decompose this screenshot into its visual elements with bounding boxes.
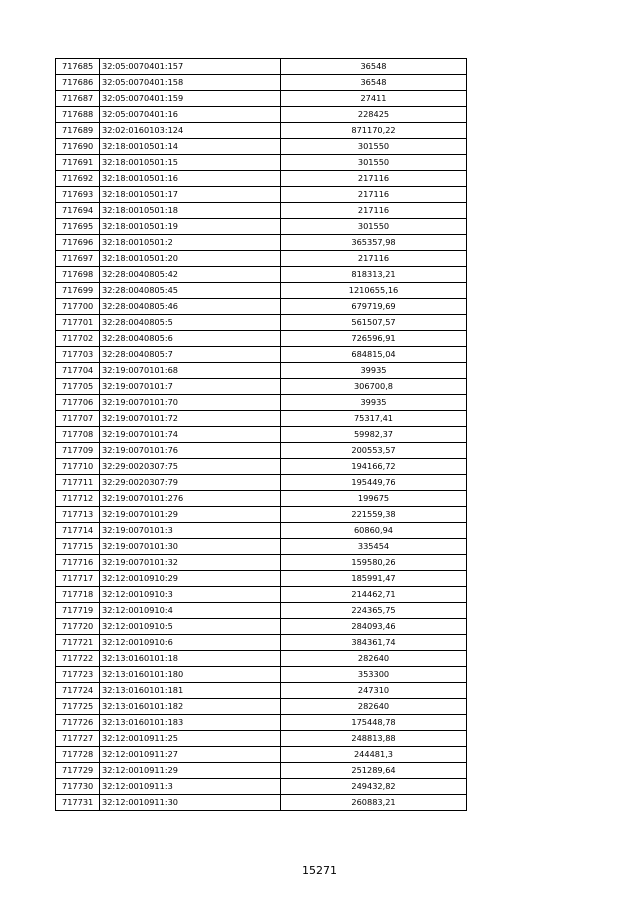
cadastral-number-cell: 32:19:0070101:32 — [100, 555, 281, 571]
value-cell: 335454 — [281, 539, 467, 555]
cadastral-number-cell: 32:28:0040805:6 — [100, 331, 281, 347]
cadastral-number-cell: 32:12:0010910:6 — [100, 635, 281, 651]
value-cell: 200553,57 — [281, 443, 467, 459]
table-row — [56, 731, 467, 747]
table-row — [56, 635, 467, 651]
records-table-body — [56, 59, 467, 811]
cadastral-number-cell: 32:18:0010501:16 — [100, 171, 281, 187]
record-id-cell: 717701 — [56, 315, 100, 331]
table-row — [56, 475, 467, 491]
cadastral-number-cell: 32:18:0010501:20 — [100, 251, 281, 267]
value-cell: 39935 — [281, 395, 467, 411]
value-cell: 217116 — [281, 203, 467, 219]
value-cell: 175448,78 — [281, 715, 467, 731]
record-id-cell: 717730 — [56, 779, 100, 795]
value-cell: 679719,69 — [281, 299, 467, 315]
table-row — [56, 411, 467, 427]
cadastral-number-cell: 32:05:0070401:16 — [100, 107, 281, 123]
value-cell: 214462,71 — [281, 587, 467, 603]
table-row — [56, 603, 467, 619]
table-row — [56, 619, 467, 635]
table-row — [56, 395, 467, 411]
value-cell: 284093,46 — [281, 619, 467, 635]
cadastral-number-cell: 32:19:0070101:68 — [100, 363, 281, 379]
value-cell: 199675 — [281, 491, 467, 507]
table-row — [56, 523, 467, 539]
value-cell: 27411 — [281, 91, 467, 107]
cadastral-number-cell: 32:13:0160101:180 — [100, 667, 281, 683]
table-row — [56, 59, 467, 75]
value-cell: 684815,04 — [281, 347, 467, 363]
value-cell: 221559,38 — [281, 507, 467, 523]
table-row — [56, 155, 467, 171]
record-id-cell: 717702 — [56, 331, 100, 347]
record-id-cell: 717695 — [56, 219, 100, 235]
table-row — [56, 747, 467, 763]
cadastral-number-cell: 32:13:0160101:181 — [100, 683, 281, 699]
table-row — [56, 795, 467, 811]
record-id-cell: 717726 — [56, 715, 100, 731]
cadastral-number-cell: 32:05:0070401:159 — [100, 91, 281, 107]
record-id-cell: 717714 — [56, 523, 100, 539]
table-row — [56, 651, 467, 667]
value-cell: 224365,75 — [281, 603, 467, 619]
table-row — [56, 459, 467, 475]
value-cell: 159580,26 — [281, 555, 467, 571]
value-cell: 301550 — [281, 139, 467, 155]
table-row — [56, 331, 467, 347]
value-cell: 818313,21 — [281, 267, 467, 283]
cadastral-number-cell: 32:18:0010501:15 — [100, 155, 281, 171]
table-row — [56, 235, 467, 251]
value-cell: 249432,82 — [281, 779, 467, 795]
table-row — [56, 427, 467, 443]
record-id-cell: 717691 — [56, 155, 100, 171]
record-id-cell: 717705 — [56, 379, 100, 395]
record-id-cell: 717709 — [56, 443, 100, 459]
record-id-cell: 717704 — [56, 363, 100, 379]
cadastral-number-cell: 32:19:0070101:276 — [100, 491, 281, 507]
record-id-cell: 717713 — [56, 507, 100, 523]
table-row — [56, 715, 467, 731]
cadastral-number-cell: 32:13:0160101:182 — [100, 699, 281, 715]
cadastral-number-cell: 32:12:0010910:29 — [100, 571, 281, 587]
record-id-cell: 717711 — [56, 475, 100, 491]
cadastral-number-cell: 32:18:0010501:18 — [100, 203, 281, 219]
cadastral-number-cell: 32:12:0010911:29 — [100, 763, 281, 779]
record-id-cell: 717715 — [56, 539, 100, 555]
value-cell: 248813,88 — [281, 731, 467, 747]
value-cell: 36548 — [281, 75, 467, 91]
cadastral-number-cell: 32:12:0010910:5 — [100, 619, 281, 635]
record-id-cell: 717710 — [56, 459, 100, 475]
record-id-cell: 717724 — [56, 683, 100, 699]
cadastral-number-cell: 32:12:0010910:4 — [100, 603, 281, 619]
cadastral-number-cell: 32:28:0040805:45 — [100, 283, 281, 299]
value-cell: 244481,3 — [281, 747, 467, 763]
table-row — [56, 507, 467, 523]
record-id-cell: 717685 — [56, 59, 100, 75]
record-id-cell: 717719 — [56, 603, 100, 619]
table-row — [56, 107, 467, 123]
value-cell: 39935 — [281, 363, 467, 379]
record-id-cell: 717716 — [56, 555, 100, 571]
value-cell: 217116 — [281, 251, 467, 267]
value-cell: 195449,76 — [281, 475, 467, 491]
value-cell: 260883,21 — [281, 795, 467, 811]
table-row — [56, 443, 467, 459]
cadastral-number-cell: 32:12:0010911:27 — [100, 747, 281, 763]
cadastral-number-cell: 32:12:0010911:30 — [100, 795, 281, 811]
cadastral-number-cell: 32:29:0020307:79 — [100, 475, 281, 491]
record-id-cell: 717694 — [56, 203, 100, 219]
cadastral-number-cell: 32:12:0010911:25 — [100, 731, 281, 747]
value-cell: 1210655,16 — [281, 283, 467, 299]
cadastral-number-cell: 32:12:0010910:3 — [100, 587, 281, 603]
record-id-cell: 717721 — [56, 635, 100, 651]
table-row — [56, 363, 467, 379]
cadastral-number-cell: 32:19:0070101:30 — [100, 539, 281, 555]
value-cell: 871170,22 — [281, 123, 467, 139]
record-id-cell: 717696 — [56, 235, 100, 251]
value-cell: 60860,94 — [281, 523, 467, 539]
value-cell: 194166,72 — [281, 459, 467, 475]
cadastral-number-cell: 32:13:0160101:183 — [100, 715, 281, 731]
record-id-cell: 717731 — [56, 795, 100, 811]
cadastral-number-cell: 32:18:0010501:19 — [100, 219, 281, 235]
record-id-cell: 717708 — [56, 427, 100, 443]
value-cell: 251289,64 — [281, 763, 467, 779]
cadastral-number-cell: 32:18:0010501:2 — [100, 235, 281, 251]
record-id-cell: 717686 — [56, 75, 100, 91]
table-row — [56, 139, 467, 155]
value-cell: 384361,74 — [281, 635, 467, 651]
value-cell: 365357,98 — [281, 235, 467, 251]
cadastral-number-cell: 32:18:0010501:17 — [100, 187, 281, 203]
table-row — [56, 187, 467, 203]
table-row — [56, 75, 467, 91]
table-row — [56, 315, 467, 331]
value-cell: 217116 — [281, 187, 467, 203]
record-id-cell: 717703 — [56, 347, 100, 363]
record-id-cell: 717699 — [56, 283, 100, 299]
record-id-cell: 717729 — [56, 763, 100, 779]
table-row — [56, 587, 467, 603]
value-cell: 726596,91 — [281, 331, 467, 347]
value-cell: 75317,41 — [281, 411, 467, 427]
cadastral-number-cell: 32:29:0020307:75 — [100, 459, 281, 475]
table-row — [56, 251, 467, 267]
cadastral-number-cell: 32:18:0010501:14 — [100, 139, 281, 155]
value-cell: 301550 — [281, 219, 467, 235]
record-id-cell: 717689 — [56, 123, 100, 139]
cadastral-number-cell: 32:19:0070101:76 — [100, 443, 281, 459]
cadastral-number-cell: 32:05:0070401:158 — [100, 75, 281, 91]
cadastral-number-cell: 32:19:0070101:3 — [100, 523, 281, 539]
value-cell: 59982,37 — [281, 427, 467, 443]
table-row — [56, 299, 467, 315]
table-row — [56, 699, 467, 715]
value-cell: 306700,8 — [281, 379, 467, 395]
record-id-cell: 717728 — [56, 747, 100, 763]
cadastral-number-cell: 32:28:0040805:5 — [100, 315, 281, 331]
cadastral-number-cell: 32:13:0160101:18 — [100, 651, 281, 667]
record-id-cell: 717688 — [56, 107, 100, 123]
cadastral-number-cell: 32:28:0040805:46 — [100, 299, 281, 315]
cadastral-number-cell: 32:12:0010911:3 — [100, 779, 281, 795]
record-id-cell: 717720 — [56, 619, 100, 635]
value-cell: 282640 — [281, 699, 467, 715]
value-cell: 247310 — [281, 683, 467, 699]
value-cell: 185991,47 — [281, 571, 467, 587]
value-cell: 282640 — [281, 651, 467, 667]
record-id-cell: 717727 — [56, 731, 100, 747]
table-row — [56, 491, 467, 507]
cadastral-number-cell: 32:05:0070401:157 — [100, 59, 281, 75]
table-row — [56, 763, 467, 779]
value-cell: 217116 — [281, 171, 467, 187]
record-id-cell: 717700 — [56, 299, 100, 315]
record-id-cell: 717690 — [56, 139, 100, 155]
table-row — [56, 203, 467, 219]
table-row — [56, 123, 467, 139]
table-row — [56, 667, 467, 683]
table-row — [56, 683, 467, 699]
value-cell: 228425 — [281, 107, 467, 123]
cadastral-number-cell: 32:19:0070101:29 — [100, 507, 281, 523]
cadastral-number-cell: 32:19:0070101:72 — [100, 411, 281, 427]
record-id-cell: 717725 — [56, 699, 100, 715]
record-id-cell: 717693 — [56, 187, 100, 203]
value-cell: 561507,57 — [281, 315, 467, 331]
value-cell: 301550 — [281, 155, 467, 171]
table-row — [56, 779, 467, 795]
records-table — [55, 58, 467, 811]
table-row — [56, 267, 467, 283]
value-cell: 353300 — [281, 667, 467, 683]
table-row — [56, 571, 467, 587]
table-row — [56, 171, 467, 187]
cadastral-number-cell: 32:28:0040805:42 — [100, 267, 281, 283]
record-id-cell: 717698 — [56, 267, 100, 283]
record-id-cell: 717718 — [56, 587, 100, 603]
record-id-cell: 717706 — [56, 395, 100, 411]
table-row — [56, 555, 467, 571]
cadastral-number-cell: 32:28:0040805:7 — [100, 347, 281, 363]
record-id-cell: 717687 — [56, 91, 100, 107]
table-row — [56, 539, 467, 555]
table-row — [56, 379, 467, 395]
record-id-cell: 717722 — [56, 651, 100, 667]
table-row — [56, 283, 467, 299]
table-row — [56, 219, 467, 235]
page-number: 15271 — [302, 864, 337, 877]
table-row — [56, 347, 467, 363]
cadastral-number-cell: 32:19:0070101:74 — [100, 427, 281, 443]
record-id-cell: 717707 — [56, 411, 100, 427]
record-id-cell: 717717 — [56, 571, 100, 587]
table-row — [56, 91, 467, 107]
cadastral-number-cell: 32:19:0070101:70 — [100, 395, 281, 411]
cadastral-number-cell: 32:19:0070101:7 — [100, 379, 281, 395]
record-id-cell: 717697 — [56, 251, 100, 267]
value-cell: 36548 — [281, 59, 467, 75]
record-id-cell: 717712 — [56, 491, 100, 507]
record-id-cell: 717723 — [56, 667, 100, 683]
record-id-cell: 717692 — [56, 171, 100, 187]
cadastral-number-cell: 32:02:0160103:124 — [100, 123, 281, 139]
